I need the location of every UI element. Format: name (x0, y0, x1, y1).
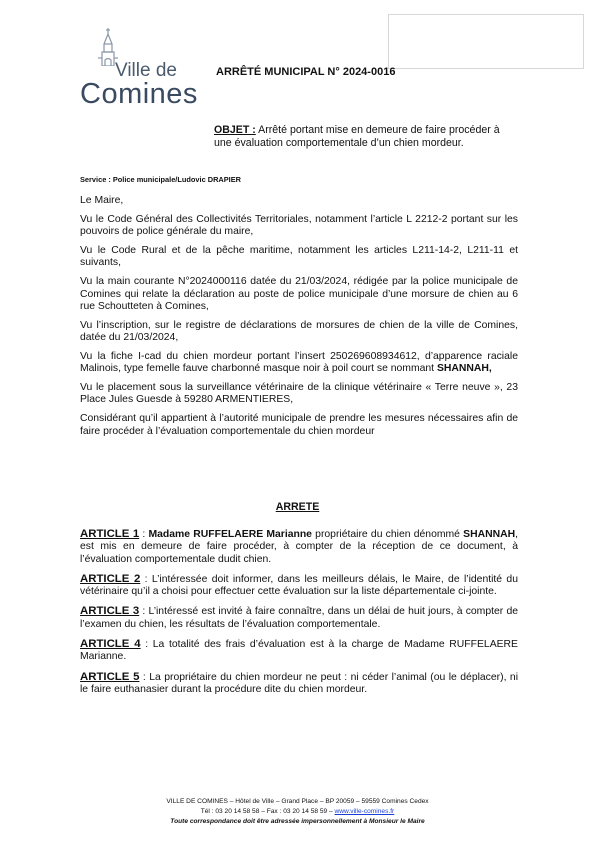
article-4-label: ARTICLE 4 (80, 638, 141, 651)
article-1-sep: : (139, 529, 149, 540)
considerant-3: Vu la main courante N°2024000116 datée du 21/03/2024, rédigée par la police municipale de Comines qui relate la déclaration au poste de police municipale d’une morsure de chien au 6 rue Schoutteten à Comines, (80, 276, 518, 312)
article-4 (80, 638, 518, 664)
owner-name: Madame RUFFELAERE Marianne (148, 529, 312, 540)
article-1-text2: , est mis en demeure de faire procéder, à compter de la réception de ce document, à l’évaluation comportementale dudit chien. (80, 529, 519, 565)
objet-text: Arrêté portant mise en demeure de faire procéder à une évaluation comportementale d’un chien mordeur. (214, 124, 500, 149)
footer (0, 797, 595, 826)
considerant-4: Vu l’inscription, sur le registre de déclarations de morsures de chien de la ville de Comines, datée du 21/03/2024, (80, 319, 518, 344)
logo-city-name: Comines (80, 78, 198, 110)
article-4-text: : La totalité des frais d’évaluation est à la charge de Madame RUFFELAERE Marianne. (80, 639, 518, 663)
articles-section (80, 528, 518, 703)
footer-contact (0, 807, 595, 817)
article-1-text1: propriétaire du chien dénommé (311, 529, 464, 540)
document-title: ARRÊTÉ MUNICIPAL N° 2024-0016 (216, 66, 396, 78)
article-2-text: : L’intéressée doit informer, dans les meilleurs délais, le Maire, de l’identité du vétérinaire qu’il a choisi pour effectuer cette évaluation sur la liste départementale ci-jointe. (80, 573, 518, 598)
dog-name: SHANNAH, (436, 363, 492, 375)
article-2-label: ARTICLE 2 (80, 572, 141, 585)
considerant-2: Vu le Code Rural et de la pêche maritime, notamment les articles L211-14-2, L211-11 et suivants, (80, 245, 518, 269)
website-link[interactable]: www.ville-comines.fr (334, 807, 395, 815)
logo-ville-text: Ville de (115, 60, 177, 81)
stamp-box (388, 14, 584, 69)
city-logo (80, 26, 198, 110)
considerant-7: Considérant qu’il appartient à l’autorité municipale de prendre les mesures nécessaires afin de faire procéder à l’évaluation comportementale du chien mordeur (80, 413, 518, 437)
footer-address: VILLE DE COMINES – Hôtel de Ville – Grand Place – BP 20059 – 59559 Comines Cedex (166, 798, 429, 805)
article-2 (80, 573, 518, 599)
article-3-label: ARTICLE 3 (80, 605, 140, 618)
salutation: Le Maire, (80, 195, 124, 206)
considerant-5-text: Vu la fiche I-cad du chien mordeur portant l’insert 250269608934612, d’apparence raciale Malinois, type femelle fauve charbonné masque noir à poil court se nommant (80, 350, 518, 375)
article-5-label: ARTICLE 5 (80, 670, 140, 683)
arrete-heading: ARRETE (275, 501, 320, 513)
footer-note: Toute correspondance doit être adressée impersonnellement à Monsieur le Maire (170, 817, 425, 825)
considerant-5 (80, 351, 518, 376)
article-1-dog: SHANNAH (463, 529, 516, 540)
footer-phone: Tél : 03 20 14 58 58 – Fax : 03 20 14 58 59 – (200, 807, 335, 815)
considerant-6: Vu le placement sous la surveillance vétérinaire de la clinique vétérinaire « Terre neuve », 23 Place Jules Guesde à 59280 ARMENTIERES, (80, 382, 518, 406)
considerants-section (80, 195, 518, 445)
article-5 (80, 671, 518, 697)
service-line: Service : Police municipale/Ludovic DRAPIER (80, 175, 241, 184)
article-3-text: : L’intéressé est invité à faire connaître, dans un délai de huit jours, à compter de l’examen du chien, les résultats de l’évaluation comportementale. (80, 606, 519, 630)
article-3 (80, 605, 518, 631)
article-5-text: : La propriétaire du chien mordeur ne peut : ni céder l’animal (ou le déplacer), ni le faire euthanasier durant la procédure dite du chien mordeur. (80, 671, 518, 695)
objet-block (214, 124, 519, 150)
article-1-label: ARTICLE 1 (80, 528, 140, 540)
considerant-1: Vu le Code Général des Collectivités Territoriales, notamment l’article L 2212-2 portant sur les pouvoirs de police générale du maire, (80, 213, 518, 238)
objet-label: OBJET : (214, 124, 256, 136)
article-1 (80, 528, 518, 566)
